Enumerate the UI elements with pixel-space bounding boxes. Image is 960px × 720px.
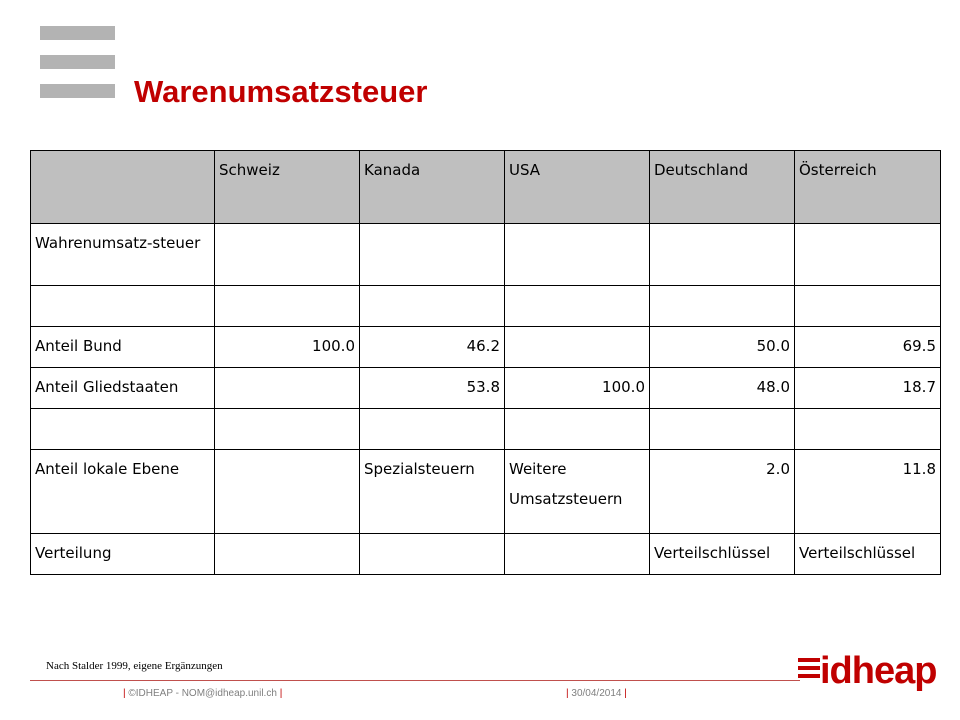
table-cell	[795, 286, 941, 327]
menu-bar	[40, 55, 115, 69]
table-cell	[505, 327, 650, 368]
menu-bar	[40, 26, 115, 40]
table-row	[31, 450, 941, 534]
table-cell	[360, 409, 505, 450]
idheap-logo	[798, 650, 937, 696]
table-cell	[505, 224, 650, 286]
menu-bars-icon	[40, 26, 115, 113]
table-cell	[650, 286, 795, 327]
column-header: Kanada	[360, 151, 505, 224]
table-cell: 46.2	[360, 327, 505, 368]
table-cell: Verteilschlüssel	[795, 534, 941, 575]
table-header-row	[31, 151, 941, 224]
table-row	[31, 534, 941, 575]
row-label: Anteil Gliedstaaten	[31, 368, 215, 409]
table-cell	[795, 224, 941, 286]
row-label	[31, 409, 215, 450]
table-cell: 18.7	[795, 368, 941, 409]
date-text: 30/04/2014	[571, 688, 622, 699]
table-cell	[360, 224, 505, 286]
table-cell	[650, 409, 795, 450]
column-header	[31, 151, 215, 224]
source-note: Nach Stalder 1999, eigene Ergänzungen	[46, 660, 223, 672]
table-cell: Weitere Umsatzsteuern	[505, 450, 650, 534]
table-row	[31, 368, 941, 409]
column-header: Schweiz	[215, 151, 360, 224]
table-cell: 2.0	[650, 450, 795, 534]
table-cell	[215, 534, 360, 575]
table-cell	[215, 224, 360, 286]
page-title: Warenumsatzsteuer	[134, 74, 428, 109]
table-cell: Spezialsteuern	[360, 450, 505, 534]
table-cell	[505, 286, 650, 327]
column-header: Deutschland	[650, 151, 795, 224]
column-header: Österreich	[795, 151, 941, 224]
table-cell	[360, 534, 505, 575]
table-cell: Verteilschlüssel	[650, 534, 795, 575]
tax-table	[30, 150, 941, 575]
table-cell	[360, 286, 505, 327]
table-row	[31, 409, 941, 450]
table-cell	[215, 368, 360, 409]
table-cell	[215, 450, 360, 534]
table-cell	[215, 286, 360, 327]
table-cell: 69.5	[795, 327, 941, 368]
table-cell	[505, 409, 650, 450]
table-cell	[795, 409, 941, 450]
table-cell: 48.0	[650, 368, 795, 409]
row-label: Anteil Bund	[31, 327, 215, 368]
column-header: USA	[505, 151, 650, 224]
table-row	[31, 286, 941, 327]
row-label: Anteil lokale Ebene	[31, 450, 215, 534]
row-label	[31, 286, 215, 327]
table-cell	[505, 534, 650, 575]
table-cell: 100.0	[215, 327, 360, 368]
row-label: Wahrenumsatz-steuer	[31, 224, 215, 286]
table-cell: 50.0	[650, 327, 795, 368]
table-row	[31, 224, 941, 286]
table-cell: 53.8	[360, 368, 505, 409]
footer-divider	[30, 680, 800, 681]
row-label: Verteilung	[31, 534, 215, 575]
table-cell: 100.0	[505, 368, 650, 409]
footer-copyright: | ©IDHEAP - NOM@idheap.unil.ch |	[123, 688, 283, 699]
table-row	[31, 327, 941, 368]
menu-bar	[40, 84, 115, 98]
table-cell: 11.8	[795, 450, 941, 534]
table-cell	[650, 224, 795, 286]
footer-date: | 30/04/2014 |	[566, 688, 627, 699]
table-cell	[215, 409, 360, 450]
logo-text: idheap	[820, 650, 937, 692]
logo-lines-icon	[798, 658, 820, 682]
copyright-text: ©IDHEAP - NOM@idheap.unil.ch	[128, 688, 277, 699]
